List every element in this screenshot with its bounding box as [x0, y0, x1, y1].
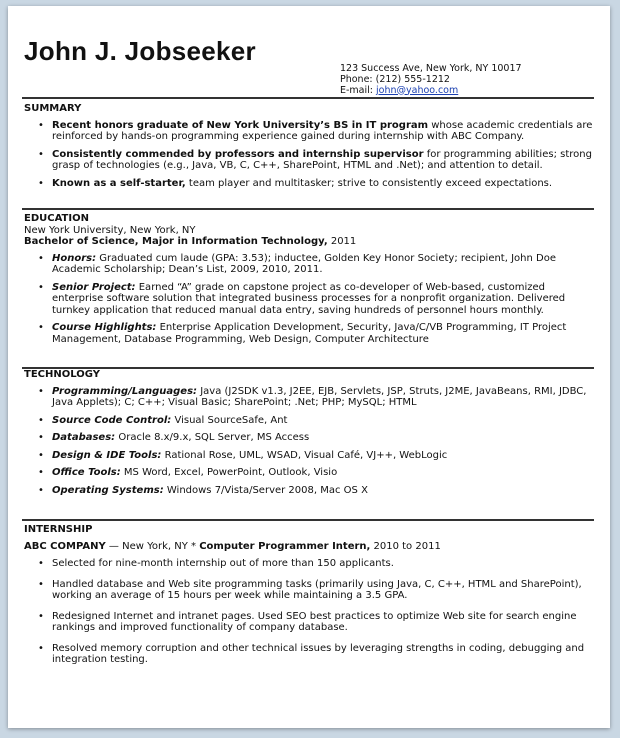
job-role: Computer Programmer Intern, — [199, 540, 371, 552]
email-link[interactable]: john@yahoo.com — [376, 84, 459, 96]
list-item — [22, 467, 596, 479]
resume-page — [8, 6, 610, 728]
list-item — [22, 485, 596, 497]
item-label: Office Tools: — [52, 467, 121, 478]
item-label: Honors: — [52, 252, 97, 264]
divider — [22, 97, 594, 99]
item-text: team player and multitasker; strive to consistently exceed expectations. — [185, 177, 553, 189]
job-heading — [24, 541, 596, 553]
divider — [22, 519, 594, 521]
education-section — [22, 213, 596, 351]
item-label: Senior Project: — [52, 281, 136, 293]
item-text: Enterprise Application Development, Security, Java/C/VB Programming, IT Project Management, Database Programming, Web Design, Computer Architecture — [52, 322, 567, 345]
internship-section — [22, 524, 596, 675]
item-text: Graduated cum laude (GPA: 3.53); inductee, Golden Key Honor Society; recipient, John Doe Academic Scholarship; Dean’s List, 2009, 2010, 2011. — [52, 252, 556, 275]
job-location: — New York, NY * — [105, 540, 200, 552]
item-text: Oracle 8.x/9.x, SQL Server, MS Access — [115, 432, 310, 443]
degree — [24, 236, 596, 248]
item-highlight: Recent honors graduate of New York University’s BS in IT program — [52, 119, 429, 131]
email-line — [340, 86, 522, 97]
item-text: whose academic credentials are reinforced by hands-on programming experience gained during internship with ABC Company. — [52, 119, 593, 142]
list-item — [22, 432, 596, 444]
item-label: Operating Systems: — [52, 484, 164, 496]
candidate-name: John J. Jobseeker — [24, 36, 256, 66]
list-item — [22, 149, 596, 172]
list-item — [22, 282, 596, 317]
list-item — [22, 322, 596, 345]
item-text: Java (J2SDK v1.3, J2EE, EJB, Servlets, JSP, Struts, J2ME, JavaBeans, RMI, JDBC, Java Applets); C; C++; Visual Basic; SharePoint; .Net; PHP; MySQL; HTML — [52, 385, 587, 408]
list-item — [22, 415, 596, 427]
item-label: Design & IDE Tools: — [52, 449, 162, 461]
item-label: Programming/Languages: — [52, 385, 198, 397]
divider — [22, 208, 594, 210]
list-item — [22, 120, 596, 143]
contact-block — [340, 64, 522, 96]
list-item: • Redesigned Internet and intranet pages. Used SEO best practices to optimize Web site for search engine rankings and improved functionality of company database. — [22, 611, 596, 634]
summary-list — [22, 120, 596, 190]
list-item: • Selected for nine-month internship out of more than 150 applicants. — [22, 558, 596, 570]
item-label: Course Highlights: — [52, 322, 157, 333]
degree-title: Bachelor of Science, Major in Information Technology, — [24, 236, 328, 247]
item-text: Earned “A” grade on capstone project as co-developer of Web-based, customized enterprise software solution that integrated business processes for a nonprofit organization. Delivered turnkey application that reduced manual data entry, saving hundreds of personnel hours monthly. — [52, 281, 566, 316]
section-title: INTERNSHIP — [24, 524, 93, 535]
item-text: Visual SourceSafe, Ant — [171, 414, 288, 426]
list-item — [22, 386, 596, 409]
list-item — [22, 450, 596, 462]
item-text: Windows 7/Vista/Server 2008, Mac OS X — [163, 484, 368, 496]
section-title: EDUCATION — [24, 213, 89, 224]
section-title: SUMMARY — [24, 103, 82, 114]
internship-list — [22, 558, 596, 666]
technology-list — [22, 386, 596, 497]
list-item — [22, 178, 596, 190]
list-item: • Handled database and Web site programming tasks (primarily using Java, C, C++, HTML and SharePoint), working an average of 15 hours per week while maintaining a 3.5 GPA. — [22, 579, 596, 602]
item-highlight: Consistently commended by professors and internship supervisor — [52, 148, 424, 160]
item-highlight: Known as a self-starter, — [52, 177, 186, 189]
email-label: E-mail: — [340, 84, 377, 96]
company-name: ABC COMPANY — [24, 540, 106, 552]
item-label: Source Code Control: — [52, 414, 172, 426]
section-title: TECHNOLOGY — [24, 369, 100, 380]
item-label: Databases: — [52, 432, 116, 443]
item-text: Rational Rose, UML, WSAD, Visual Café, VJ++, WebLogic — [161, 449, 448, 461]
technology-section — [22, 369, 596, 502]
list-item: • Resolved memory corruption and other technical issues by leveraging strengths in coding, debugging and integration testing. — [22, 643, 596, 666]
degree-year: 2011 — [327, 236, 357, 247]
job-dates: 2010 to 2011 — [370, 540, 441, 552]
school: New York University, New York, NY — [24, 224, 196, 236]
phone: Phone: (212) 555-1212 — [340, 73, 450, 85]
list-item — [22, 253, 596, 276]
item-text: for programming abilities; strong grasp of technologies (e.g., Java, VB, C, C++, SharePoint, HTML and .Net); and attention to detail. — [52, 148, 592, 171]
education-list — [22, 253, 596, 346]
address: 123 Success Ave, New York, NY 10017 — [340, 63, 522, 74]
item-text: MS Word, Excel, PowerPoint, Outlook, Visio — [120, 467, 338, 478]
summary-section — [22, 103, 596, 195]
